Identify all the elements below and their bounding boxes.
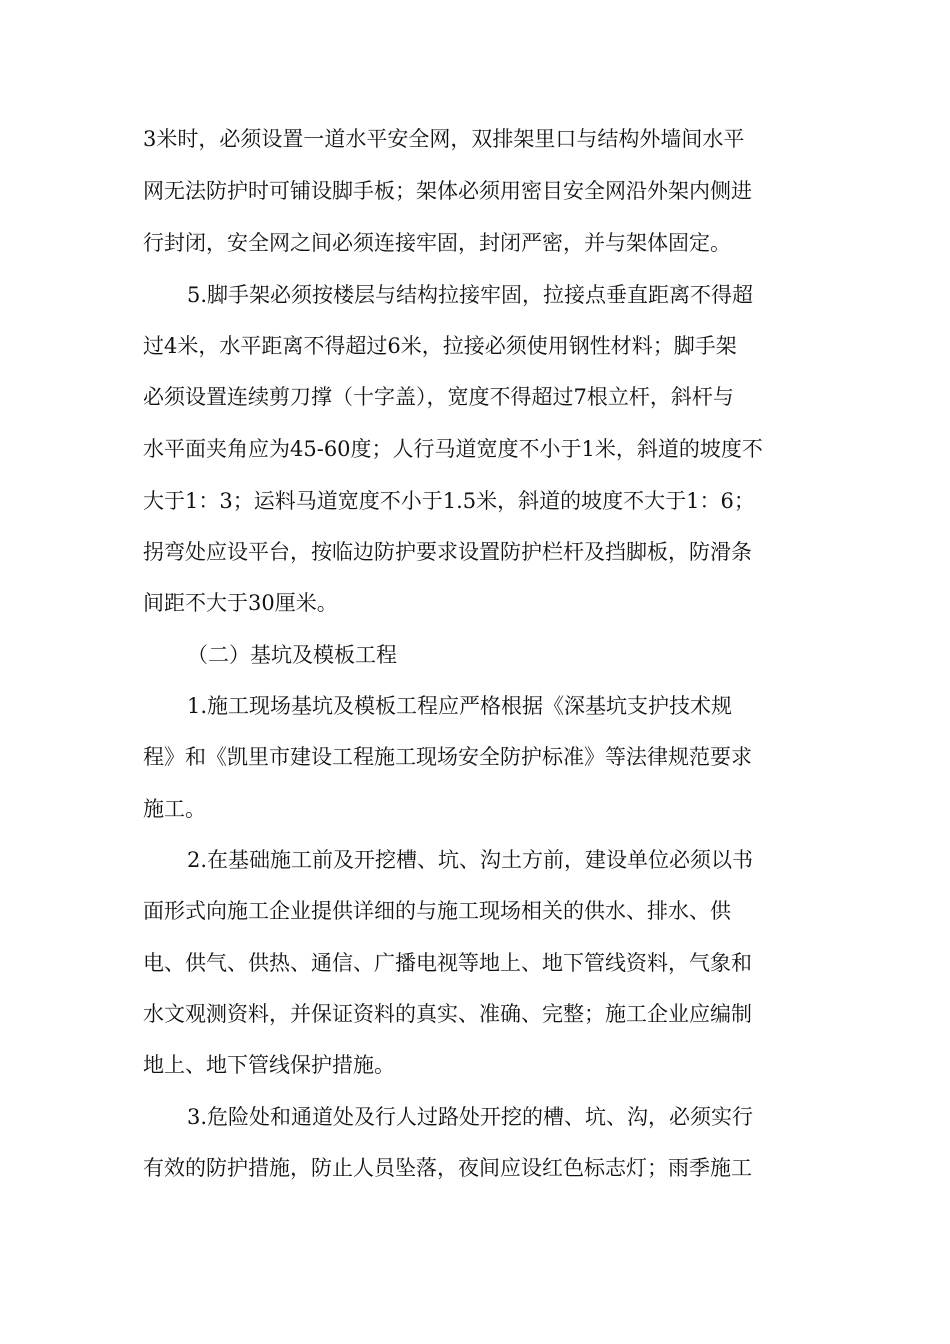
section-heading: （二）基坑及模板工程 [187,643,397,667]
text-line-1: 3米时，必须设置一道水平安全网，双排架里口与结构外墙间水平 [143,127,745,151]
text-line-2: 网无法防护时可铺设脚手板；架体必须用密目安全网沿外架内侧进 [143,179,752,203]
text-line-8: 大于1：3；运料马道宽度不小于1.5米，斜道的坡度不大于1：6； [143,489,755,513]
text-line-21: 有效的防护措施，防止人员坠落，夜间应设红色标志灯；雨季施工 [143,1156,752,1180]
text-line-17: 电、供气、供热、通信、广播电视等地上、地下管线资料，气象和 [143,951,752,975]
text-line-3: 行封闭，安全网之间必须连接牢固，封闭严密，并与架体固定。 [143,231,731,255]
text-line-6: 必须设置连续剪刀撑（十字盖），宽度不得超过7根立杆，斜杆与 [143,385,734,409]
text-line-20: 3.危险处和通道处及行人过路处开挖的槽、坑、沟，必须实行 [187,1105,754,1129]
text-line-7: 水平面夹角应为45-60度；人行马道宽度不小于1米，斜道的坡度不 [143,437,763,461]
text-line-13: 程》和《凯里市建设工程施工现场安全防护标准》等法律规范要求 [143,745,752,769]
text-line-12: 1.施工现场基坑及模板工程应严格根据《深基坑支护技术规 [187,694,733,718]
text-line-16: 面形式向施工企业提供详细的与施工现场相关的供水、排水、供 [143,899,731,923]
text-line-10: 间距不大于30厘米。 [143,591,338,615]
text-line-18: 水文观测资料，并保证资料的真实、准确、完整；施工企业应编制 [143,1002,752,1026]
text-line-15: 2.在基础施工前及开挖槽、坑、沟土方前，建设单位必须以书 [187,848,754,872]
text-line-14: 施工。 [143,797,206,821]
text-line-9: 拐弯处应设平台，按临边防护要求设置防护栏杆及挡脚板，防滑条 [143,540,752,564]
text-line-5: 过4米，水平距离不得超过6米，拉接必须使用钢性材料；脚手架 [143,334,737,358]
text-line-19: 地上、地下管线保护措施。 [143,1053,395,1077]
text-line-4: 5.脚手架必须按楼层与结构拉接牢固，拉接点垂直距离不得超 [187,283,754,307]
